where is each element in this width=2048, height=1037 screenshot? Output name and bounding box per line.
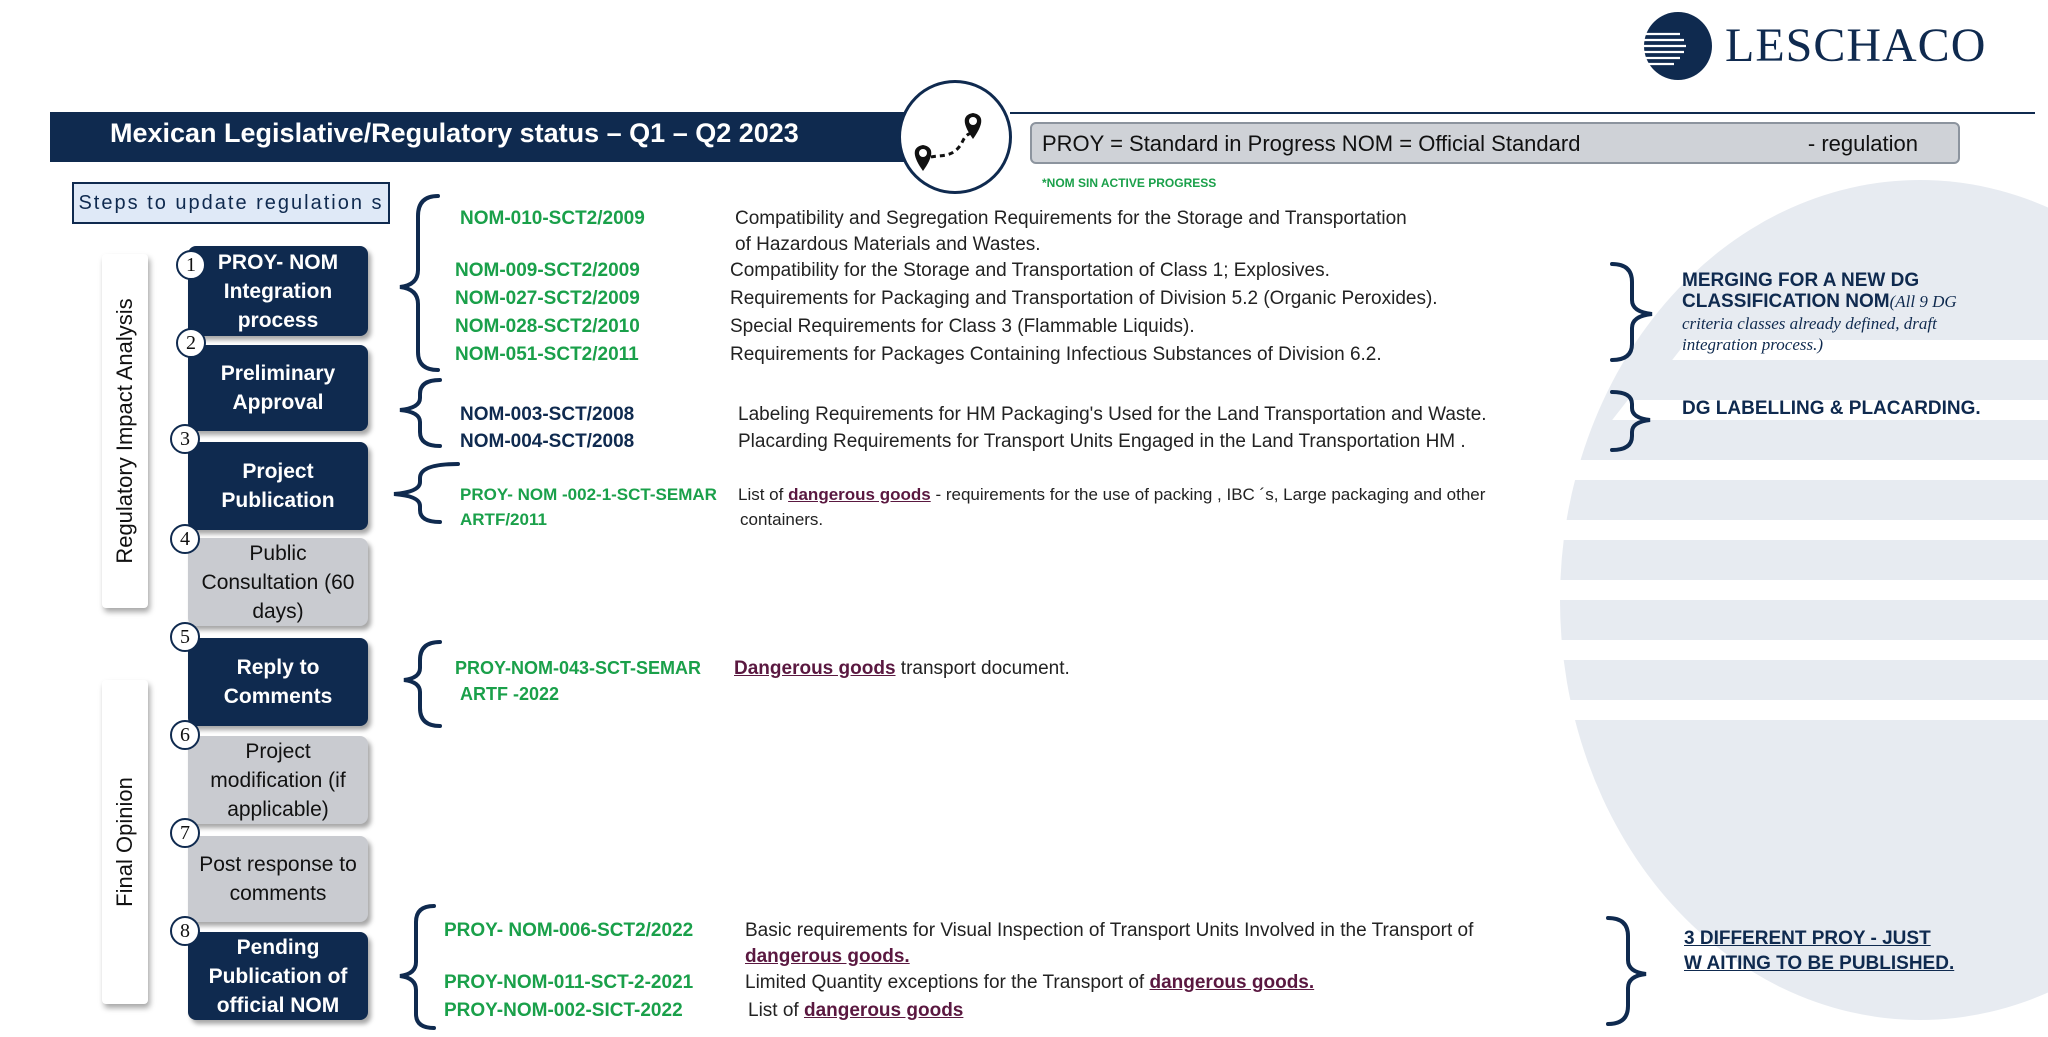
desc-text: Limited Quantity exceptions for the Transport of [745, 972, 1150, 993]
nom-code: NOM-051-SCT2/2011 [455, 344, 639, 365]
nom-code: ARTF -2022 [460, 684, 560, 704]
step-number: 6 [170, 720, 200, 750]
nom-description: Compatibility for the Storage and Transportation of Class 1; Explosives. [730, 260, 1330, 281]
nom-description: Placarding Requirements for Transport Units Engaged in the Land Transportation HM . [738, 431, 1466, 452]
dangerous-goods-link[interactable]: dangerous goods [788, 485, 931, 504]
dangerous-goods-link[interactable]: dangerous goods [803, 1000, 964, 1021]
nom-description [745, 972, 1314, 994]
nom-code: PROY-NOM-011-SCT-2-2021 [444, 972, 694, 993]
dangerous-goods-link[interactable]: dangerous goods. [1149, 972, 1315, 993]
nom-description: Requirements for Packaging and Transportation of Division 5.2 (Organic Peroxides). [730, 288, 1438, 309]
note-italic: integration process.) [1682, 335, 1824, 354]
step-label: Post response to comments [199, 853, 357, 905]
note-italic: (All 9 DG [1889, 292, 1957, 311]
desc-prefix: List of [738, 485, 789, 504]
note-bold: MERGING FOR A NEW DG [1682, 270, 1920, 291]
note-bold: CLASSIFICATION NOM [1682, 291, 1890, 312]
step-label: Public Consultation (60 days) [201, 541, 355, 623]
nom-code: PROY-NOM-043-SCT-SEMAR [455, 658, 702, 678]
nom-description: of Hazardous Materials and Wastes. [735, 234, 1041, 255]
step-label: Project modification (if applicable) [210, 739, 346, 821]
group5-note: W AITING TO BE PUBLISHED. [1684, 953, 1955, 974]
desc-text: List of [748, 1000, 804, 1021]
desc-suffix: transport document. [895, 658, 1070, 679]
nom-code: ARTF/2011 [460, 510, 547, 529]
group2-note: DG LABELLING & PLACARDING. [1682, 398, 1981, 419]
nom-code: NOM-003-SCT/2008 [460, 404, 635, 425]
bracket-right [1608, 918, 1646, 1024]
bracket-left [400, 906, 434, 1028]
nom-description [738, 485, 1485, 505]
step-label: Reply to Comments [223, 656, 333, 708]
phase-label: Final Opinion [112, 777, 137, 907]
step-number: 1 [176, 250, 206, 280]
desc-suffix: - requirements for the use of packing , IBC ´s, Large packaging and other [930, 485, 1486, 504]
step-number: 8 [170, 916, 200, 946]
nom-description: Basic requirements for Visual Inspection of Transport Units Involved in the Transport of [745, 920, 1474, 941]
group5-note: 3 DIFFERENT PROY - JUST [1684, 928, 1931, 949]
nom-description [734, 658, 1070, 680]
nom-description: containers. [740, 510, 824, 529]
nom-code: NOM-004-SCT/2008 [460, 431, 635, 452]
step-number: 3 [170, 424, 200, 454]
nom-description: Compatibility and Segregation Requirements for the Storage and Transportation [735, 208, 1407, 229]
nom-note: *NOM SIN ACTIVE PROGRESS [1042, 176, 1217, 190]
bracket-left [400, 380, 440, 446]
step-label: Pending Publication of official NOM [208, 935, 348, 1017]
bracket-right [1612, 392, 1650, 450]
step-number: 7 [170, 818, 200, 848]
nom-code: NOM-028-SCT2/2010 [455, 316, 640, 337]
note-italic: criteria classes already defined, draft [1682, 314, 1937, 333]
page-title: Mexican Legislative/Regulatory status – Q1 – Q2 2023 [110, 118, 799, 148]
step-number: 4 [170, 524, 200, 554]
step-label: Project Publication [221, 460, 335, 512]
group1-note [1682, 270, 1957, 355]
nom-description: Requirements for Packages Containing Infectious Substances of Division 6.2. [730, 344, 1382, 365]
nom-code: PROY-NOM-002-SICT-2022 [444, 1000, 683, 1021]
bracket-left [394, 464, 458, 522]
dangerous-goods-link[interactable]: Dangerous goods [734, 658, 896, 679]
nom-description [748, 1000, 963, 1022]
legend-regulation: - regulation [1807, 131, 1918, 156]
nom-description: Special Requirements for Class 3 (Flammable Liquids). [730, 316, 1195, 337]
nom-code: NOM-009-SCT2/2009 [455, 260, 640, 281]
nom-description [745, 946, 910, 968]
bracket-right [1612, 264, 1652, 360]
logo-text: LESCHACO [1725, 19, 1987, 72]
bracket-left [404, 642, 440, 726]
step-number: 2 [176, 328, 206, 358]
nom-description: Labeling Requirements for HM Packaging's Used for the Land Transportation and Waste. [738, 404, 1487, 425]
step-number: 5 [170, 622, 200, 652]
dangerous-goods-link[interactable]: dangerous goods. [745, 946, 910, 967]
nom-code: PROY- NOM -002-1-SCT-SEMAR [460, 485, 717, 504]
step-label: Preliminary Approval [220, 362, 336, 414]
nom-code: NOM-010-SCT2/2009 [460, 208, 645, 229]
nom-code: PROY- NOM-006-SCT2/2022 [444, 920, 694, 941]
nom-code: NOM-027-SCT2/2009 [455, 288, 640, 309]
bracket-left [400, 196, 438, 370]
phase-label: Regulatory Impact Analysis [112, 298, 137, 564]
steps-label: Steps to update regulation s [72, 182, 390, 224]
legend-text: PROY = Standard in Progress NOM = Official Standard [1042, 131, 1581, 156]
step-label: PROY- NOM Integration process [217, 250, 339, 332]
